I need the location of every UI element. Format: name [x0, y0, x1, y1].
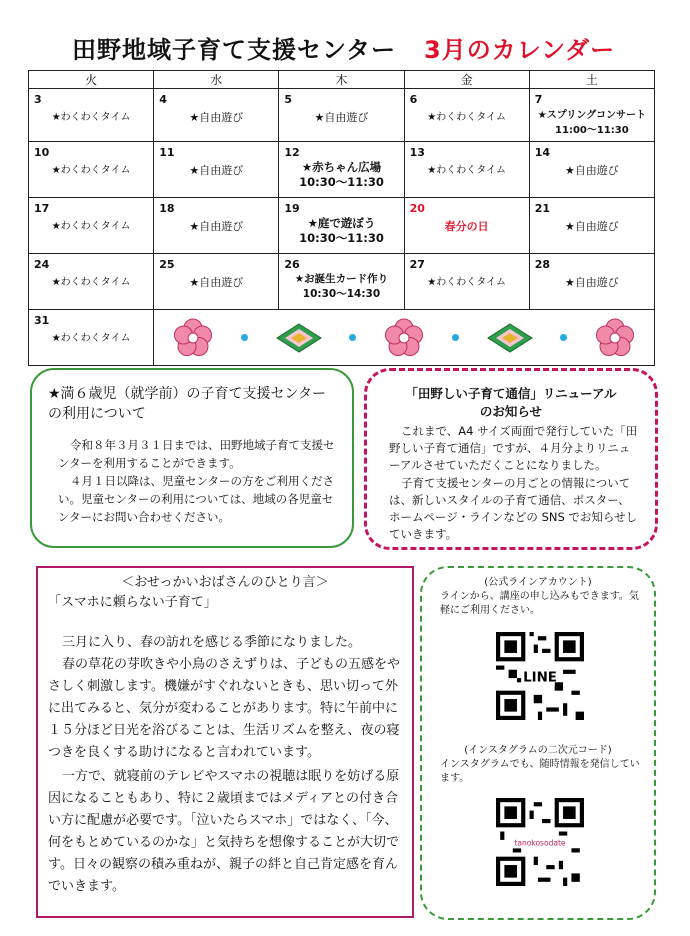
calendar-cell: 18 ★自由遊び: [154, 198, 279, 254]
calendar-table: [28, 70, 655, 366]
calendar-cell: 13 ★わくわくタイム: [404, 142, 529, 198]
diamond-icon: [487, 323, 533, 353]
day-header: 土: [529, 71, 654, 89]
calendar-cell: 10 ★わくわくタイム: [29, 142, 154, 198]
age-notice-box: [30, 368, 354, 548]
column-heading: ＜おせっかいおばさんのひとり言＞: [121, 575, 329, 590]
calendar-cell: 6 ★わくわくタイム: [404, 89, 529, 142]
age-notice-para2: ４月１日以降は、児童センターの方をご利用ください。児童センターの利用については、地域の各児童センターにお問い合わせください。: [58, 474, 335, 524]
title-main: 田野地域子育て支援センター: [72, 36, 397, 64]
dot-icon: [241, 334, 248, 341]
line-desc: ラインから、講座の申し込みもできます。気軽にご利用ください。: [440, 591, 639, 616]
dot-icon: [560, 334, 567, 341]
calendar-cell: 3 ★わくわくタイム: [29, 89, 154, 142]
calendar-cell-holiday: 20 春分の日: [404, 198, 529, 254]
page-title: [72, 30, 615, 65]
calendar-cell: 27 ★わくわくタイム: [404, 254, 529, 310]
svg-text:tanokosodate: tanokosodate: [514, 838, 566, 848]
calendar-cell: 31 ★わくわくタイム: [29, 310, 154, 366]
column-para1: 三月に入り、春の訪れを感じる季節になりました。: [62, 635, 362, 650]
renewal-para1: これまで、A4 サイズ両面で発行していた「田野しい子育て通信」ですが、４月分よりリニューアルさせていただくことになりました。: [389, 424, 638, 472]
calendar-cell: 14 ★自由遊び: [529, 142, 654, 198]
ume-flower-icon: [383, 317, 425, 359]
renewal-notice-box: [364, 368, 658, 550]
decoration-row: [154, 310, 654, 365]
column-subheading: 「スマホに頼らない子育て」: [48, 595, 217, 610]
calendar-cell: 5 ★自由遊び: [279, 89, 404, 142]
dot-icon: [452, 334, 459, 341]
day-header: 水: [154, 71, 279, 89]
day-header: 金: [404, 71, 529, 89]
calendar-cell: 7 ★スプリングコンサート 11:00～11:30: [529, 89, 654, 142]
calendar-cell: 21 ★自由遊び: [529, 198, 654, 254]
title-month: 3月のカレンダー: [424, 36, 616, 64]
day-header: 火: [29, 71, 154, 89]
calendar-cell: 19 ★庭で遊ぼう 10:30～11:30: [279, 198, 404, 254]
day-header: 木: [279, 71, 404, 89]
column-para3: 一方で、就寝前のテレビやスマホの視聴は眠りを妨げる原因になることもあり、特に２歳頃まではメディアとの付き合い方に配慮が必要です。「泣いたらスマホ」ではなく、「今、何をもとめているのかな」と気持ちを想像することが大切です。日々の観察の積み重ねが、親子の絆と自己肯定感を育んでいきます。: [48, 769, 400, 894]
insta-title: (インスタグラムの二次元コード): [464, 745, 612, 756]
ume-flower-icon: [172, 317, 214, 359]
calendar-cell: 4 ★自由遊び: [154, 89, 279, 142]
ume-flower-icon: [594, 317, 636, 359]
diamond-icon: [276, 323, 322, 353]
renewal-para2: 子育て支援センターの月ごとの情報については、新しいスタイルの子育て通信、ポスター、ホームページ・ラインなどの SNS でお知らせしていきます。: [389, 476, 638, 541]
line-qr-code-icon: [496, 632, 584, 720]
line-title: (公式ラインアカウント): [484, 577, 592, 588]
column-box: [36, 566, 414, 918]
renewal-title: 「田野しい子育て通信」リニューアル: [405, 386, 617, 401]
calendar-cell: 11 ★自由遊び: [154, 142, 279, 198]
svg-text:LINE: LINE: [523, 670, 557, 686]
calendar-cell: 17 ★わくわくタイム: [29, 198, 154, 254]
dot-icon: [349, 334, 356, 341]
decoration-cell: [154, 310, 655, 366]
age-notice-title: ★満６歳児（就学前）の子育て支援センターの利用について: [48, 386, 326, 422]
instagram-qr-code-icon: [496, 798, 584, 886]
column-para2: 春の草花の芽吹きや小鳥のさえずりは、子どもの五感をやさしく刺激します。機嫌がすぐれないときも、思い切って外に出てみると、気分が変わることがあります。特に午前中に１５分ほど日光を浴びることは、生活リズムを整え、夜の寝つきを良くする助けになると言われています。: [48, 657, 401, 760]
age-notice-para1: 令和８年３月３１日までは、田野地域子育て支援センターを利用することができます。: [58, 438, 335, 470]
calendar-cell: 26 ★お誕生カード作り 10:30～14:30: [279, 254, 404, 310]
calendar-cell: 28 ★自由遊び: [529, 254, 654, 310]
sns-box: [420, 566, 656, 920]
calendar-cell: 24 ★わくわくタイム: [29, 254, 154, 310]
renewal-subtitle: のお知らせ: [479, 404, 543, 419]
calendar-cell: 12 ★赤ちゃん広場 10:30～11:30: [279, 142, 404, 198]
insta-desc: インスタグラムでも、随時情報を発信しています。: [440, 759, 640, 784]
calendar-cell: 25 ★自由遊び: [154, 254, 279, 310]
